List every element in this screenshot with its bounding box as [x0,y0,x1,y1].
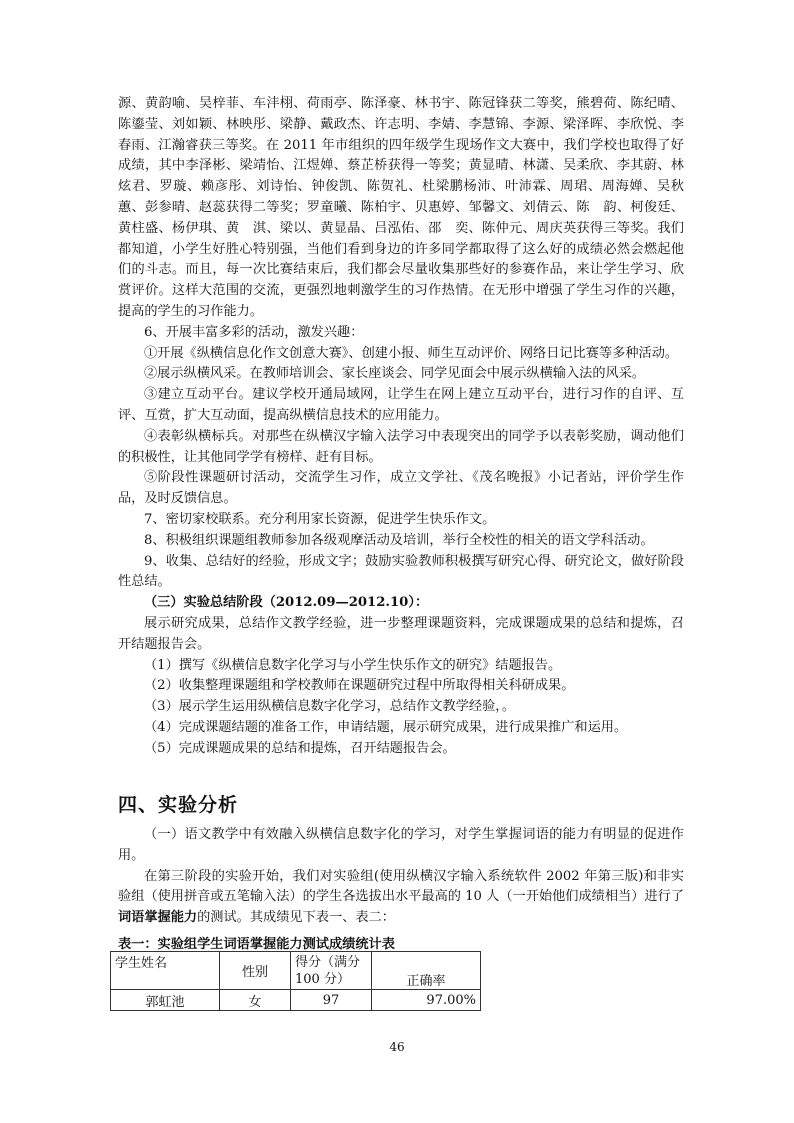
sub-item-4: ④表彰纵横标兵。对那些在纵横汉字输入法学习中表现突出的同学予以表彰奖励，调动他们的积极性，让其他同学学有榜样、赶有目标。 [118,428,684,465]
stage3-item-5: （5）完成课题成果的总结和提炼，召开结题报告会。 [144,740,456,756]
stage3-item-2: （2）收集整理课题组和学校教师在课题研究过程中所取得相关科研成果。 [144,678,575,694]
table-caption: 表一：实验组学生词语掌握能力测试成绩统计表 [118,937,395,952]
header-gender: 性别 [220,952,291,990]
item-6: 6、开展丰富多彩的活动，激发兴趣： [144,324,364,340]
score-table [110,951,481,1011]
analysis-paragraph-1: （一）语文教学中有效融入纵横信息数字化的学习，对学生掌握词语的能力有明显的促进作用。 [118,827,684,863]
analysis-text-after: 的测试。其成绩见下表一、表二： [197,910,395,926]
sub-item-1: ①开展《纵横信息化作文创意大赛》、创建小报、师生互动评价、网络日记比赛等多种活动。 [144,345,679,361]
stage3-item-3: （3）展示学生运用纵横信息数字化学习，总结作文教学经验，。 [144,699,516,715]
item-7: 7、密切家校联系。充分利用家长资源，促进学生快乐作文。 [144,511,496,527]
stage3-item-1: （1）撰写《纵横信息数字化学习与小学生快乐作文的研究》结题报告。 [144,657,562,673]
analysis-block [118,825,684,929]
item-9: 9、收集、总结好的经验，形成文字；鼓励实验教师积极撰写研究心得、研究论文，做好阶段性总结。 [118,553,684,590]
analysis-text-before: 在第三阶段的实验开始，我们对实验组(使用纵横汉字输入系统软件 2002 年第三版)和非实验组（使用拼音或五笔输入法）的学生各选拔出水平最高的 10 人（一开始他们成绩相当）进行了 [118,868,684,905]
header-accuracy: 正确率 [372,952,481,990]
header-score: 得分（满分 100 分） [291,952,372,990]
page-number: 46 [389,1040,405,1054]
paragraph-awards: 源、黄韵喻、吴梓菲、车沣栩、荷雨亭、陈泽豪、林书宇、陈冠锋获二等奖，熊碧荷、陈纪晴、陈鎏莹、刘如颖、林映彤、梁静、戴政杰、许志明、李婧、李慧锦、李源、梁泽晖、李欣悦、李春雨、江瀚睿获三等奖。在 2011 年市组织的四年级学生现场作文大赛中，我们学校也取得了好成绩，其中李泽彬、梁靖怡、江煜婵、蔡芷桥获得一等奖；黄显晴、林潇、吴柔欣、李其蔚、林炫君、罗璇、赖彦彤、刘诗怡、钟俊凯、陈贺礼、杜梁鹏杨沛、叶沛霖、周珺、周海婵、吴秋蕙、彭参晴、赵蕊获得二等奖；罗童曦、陈柏宇、贝惠婷、邹馨文、刘倩云、陈 韵、柯俊廷、黄柱盛、杨伊琪、黄 淇、梁以、黄显晶、吕泓佑、邵 奕、陈仲元、周庆英获得三等奖。我们都知道，小学生好胜心特别强，当他们看到身边的许多同学都取得了这么好的成绩必然会燃起他们的斗志。而且，每一次比赛结束后，我们都会尽量收集那些好的参赛作品，来让学生学习、欣赏评价。这样大范围的交流，更强烈地刺激学生的习作热情。在无形中增强了学生习作的兴趣，提高的学生的习作能力。 [118,96,684,319]
header-name: 学生姓名 [111,952,220,990]
stage3-title: （三）实验总结阶段（2012.09—2012.10）： [144,595,429,611]
table-header-row [111,952,481,990]
cell-score: 97 [291,990,372,1011]
table-row [111,990,481,1011]
body-text-block [118,94,684,760]
item-8: 8、积极组织课题组教师参加各级观摩活动及培训，举行全校性的相关的语文学科活动。 [144,532,654,548]
sub-item-2: ②展示纵横风采。在教师培训会、家长座谈会、同学见面会中展示纵横输入法的风采。 [144,366,646,382]
stage3-intro: 展示研究成果，总结作文教学经验，进一步整理课题资料，完成课题成果的总结和提炼，召开结题报告会。 [118,615,684,652]
stage3-item-4: （4）完成课题结题的准备工作，申请结题，展示研究成果，进行成果推广和运用。 [144,719,628,735]
analysis-text-bold: 词语掌握能力 [118,910,198,926]
cell-accuracy: 97.00% [372,990,481,1011]
analysis-paragraph-2 [118,867,684,929]
section-heading: 四、实验分析 [118,794,239,816]
sub-item-5: ⑤阶段性课题研讨活动，交流学生习作，成立文学社、《茂名晚报》小记者站，评价学生作品，及时反馈信息。 [118,470,684,507]
cell-gender: 女 [220,990,291,1011]
cell-name: 郭虹池 [111,990,220,1011]
sub-item-3: ③建立互动平台。建议学校开通局域网，让学生在网上建立互动平台，进行习作的自评、互评、互赏，扩大互动面，提高纵横信息技术的应用能力。 [118,387,684,423]
